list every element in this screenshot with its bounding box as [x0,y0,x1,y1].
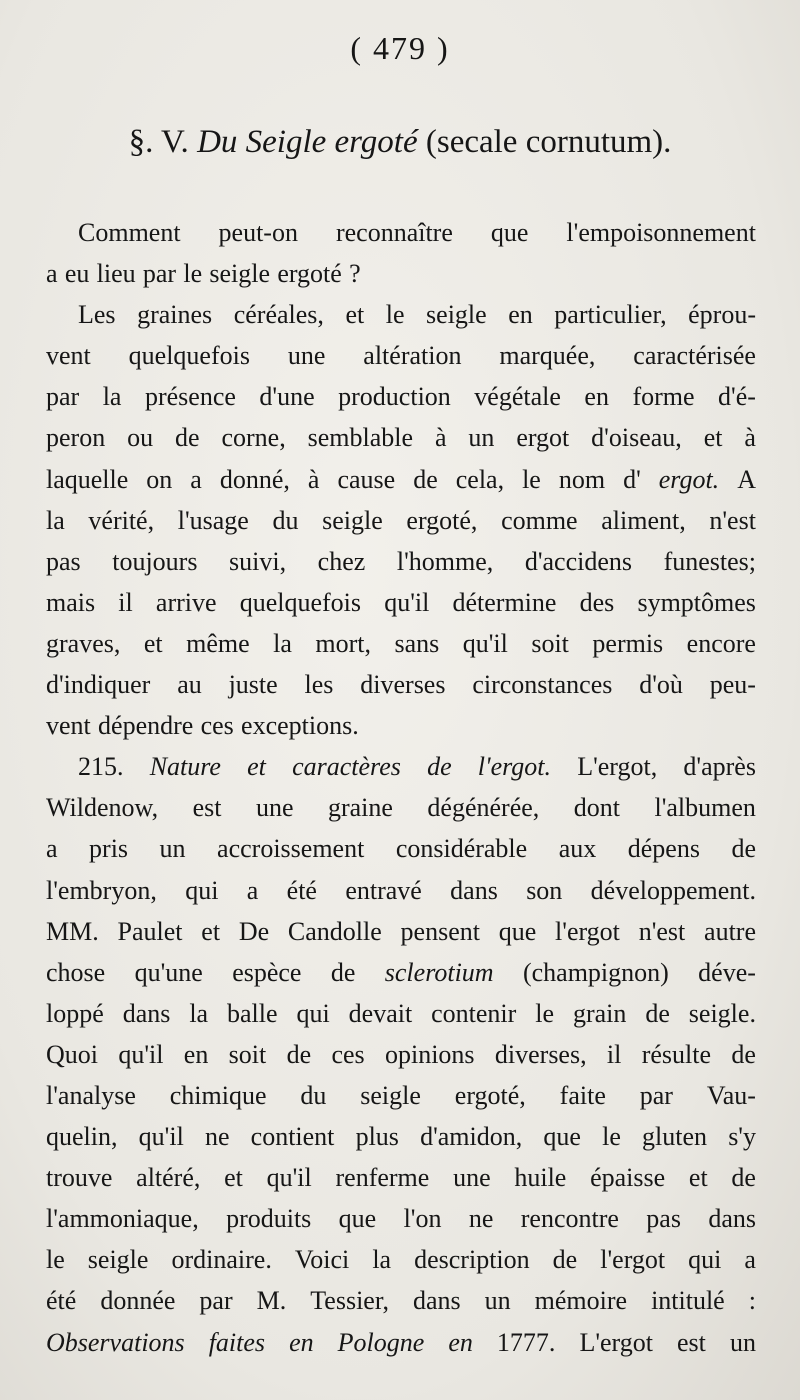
word: ne [204,1122,230,1152]
word: peut-on [218,218,298,247]
word: exceptions. [241,711,359,741]
word: donnée [100,1286,176,1316]
word: ergot [516,423,570,453]
word: a [46,834,58,864]
word: le [46,1245,65,1275]
word: nom [558,464,606,494]
word: vérité, [88,505,155,535]
word: a [190,464,202,494]
word: altéré, [136,1163,201,1193]
word: gluten [642,1122,708,1152]
word: au [177,670,202,700]
word: est [192,793,222,823]
word: chimique [169,1080,267,1110]
text-line [46,294,756,335]
word: vent [46,711,91,741]
word: les [304,670,334,700]
word: épaisse [590,1163,666,1193]
word: des [579,587,615,617]
word: s'y [728,1122,756,1152]
word: le [535,998,555,1028]
word: d' [623,464,641,494]
word: balle [227,998,278,1028]
text-line [46,705,756,746]
section-number: §. V. [128,124,189,160]
text-line [46,1322,756,1363]
word: Les [78,300,116,330]
word: A [737,464,756,494]
text-line [46,1280,756,1321]
word: cela, [455,464,505,494]
text-line [46,417,756,458]
word: grain [572,998,627,1028]
word: une [287,341,326,371]
word: comme [501,505,578,535]
word: il [118,587,133,617]
word: espèce [232,957,302,987]
word: (champignon) [522,957,669,987]
word: arrive [155,587,217,617]
word: quelin, [46,1122,118,1152]
word: on [146,464,173,494]
word: présence [144,382,236,412]
word: dépendre [98,711,194,741]
word: à [307,464,320,494]
word: qu'une [134,957,203,987]
word: pensent [400,916,480,946]
word: et [688,1163,708,1193]
word: rencontre [520,1204,619,1234]
word: ces [200,711,234,741]
word: caractérisée [633,341,756,371]
text-line [46,253,756,294]
word: d'accidens [524,546,633,576]
word: d'une [259,382,315,412]
word: trouve [46,1163,113,1193]
word: de [413,464,438,494]
word: Tessier, [310,1286,389,1316]
word: végétale [474,382,561,412]
word: un [468,423,495,453]
word: De [238,916,270,946]
word: aliment, [601,505,686,535]
word: la [189,998,209,1028]
word: d'où [639,670,683,700]
word: faites [208,1327,266,1357]
word: même [186,628,250,658]
word: corne, [221,423,286,453]
word: ces [331,1039,365,1069]
word: chez [317,546,366,576]
word: contient [250,1122,335,1152]
word: qui [185,875,219,905]
word: dépens [627,834,700,864]
word: dégénérée, [427,793,540,823]
word: du [272,505,299,535]
word: forme [632,382,695,412]
word: Observations [46,1327,185,1357]
word: renferme [335,1163,430,1193]
word: de [731,1039,756,1069]
word: quelquefois [239,587,362,617]
word: une [453,1163,491,1193]
word: sclerotium [384,957,494,987]
word: un [484,1286,511,1316]
word: lieu [96,259,136,289]
word: a [744,1245,756,1275]
word: par [142,259,177,289]
word: considérable [395,834,528,864]
word: par [199,1286,233,1316]
word: par [46,382,80,412]
word: pas [46,546,81,576]
word: faite [559,1080,606,1110]
word: M. [256,1286,287,1316]
word: ergoté, [454,1080,526,1110]
word: dans [708,1204,756,1234]
word: et [345,300,365,330]
word: que [543,1122,581,1152]
word: pris [89,834,129,864]
text-line [46,787,756,828]
word: juste [228,670,278,700]
word: description [414,1245,530,1275]
word: dans [450,875,498,905]
word: entravé [345,875,422,905]
word: particulier, [554,300,667,330]
word: graves, [46,628,121,658]
word: d'oiseau, [591,423,682,453]
word: chose [46,957,106,987]
word: semblable [307,423,414,453]
word: caractères [292,752,401,782]
word: diverses, [494,1039,587,1069]
word: devait [348,998,413,1028]
word: et [201,916,221,946]
word: et [143,628,163,658]
word: Comment [78,218,181,247]
word: que [498,916,537,946]
word: qui [296,998,330,1028]
word: Vau- [706,1080,756,1110]
text-line [46,952,756,993]
word: l'empoisonnement [566,218,756,247]
word: MM. [46,916,99,946]
body-text [46,212,756,1363]
word: détermine [452,587,557,617]
word: en [183,1039,209,1069]
word: diverses [360,670,446,700]
word: est [677,1327,706,1357]
word: et [224,1163,243,1193]
word: l'ammoniaque, [46,1204,199,1234]
word: de [175,423,200,453]
word: n'est [638,916,686,946]
word: ergoté, [406,505,478,535]
text-line [46,1198,756,1239]
word: ordinaire. [171,1245,272,1275]
word: seigle [209,259,271,289]
word: intitulé [651,1286,725,1316]
text-line [46,541,756,582]
text-line [46,993,756,1034]
word: en [508,300,533,330]
word: peron [46,423,106,453]
word: graine [327,793,393,823]
word: son [526,875,563,905]
word: un [729,1327,756,1357]
text-line [46,870,756,911]
text-line [46,1034,756,1075]
word: opinions [384,1039,475,1069]
section-latin-name: (secale cornutum). [425,124,672,160]
word: le [183,259,203,289]
word: altération [363,341,462,371]
word: céréales, [233,300,324,330]
word: 1777. [496,1327,556,1357]
word: par [639,1080,673,1110]
word: été [46,1286,77,1316]
word: reconnaître [335,218,453,247]
word: la [372,1245,392,1275]
text-line [46,376,756,417]
word: circonstances [472,670,613,700]
word: ne [468,1204,494,1234]
word: vent [46,341,91,371]
word: autre [704,916,756,946]
text-line [46,911,756,952]
word: en [448,1327,473,1357]
word: l'ergot. [477,752,551,782]
word: en [584,382,609,412]
word: qu'il [384,587,430,617]
word: permis [592,628,664,658]
text-line [46,1116,756,1157]
word: de [286,1039,312,1069]
word: aux [558,834,597,864]
word: qu'il [462,628,508,658]
word: Candolle [287,916,382,946]
word: que [490,218,529,247]
word: n'est [709,505,756,535]
word: éprou- [688,300,756,330]
word: la [46,505,65,535]
word: de [645,998,670,1028]
word: contenir [431,998,517,1028]
word: qu'il [266,1163,312,1193]
word: un [159,834,186,864]
word: L'ergot [579,1327,653,1357]
word: : [748,1286,756,1316]
word: l'usage [177,505,249,535]
word: ergot. [658,464,720,494]
word: d'indiquer [46,670,151,700]
text-line [46,664,756,705]
word: d'amidon, [420,1122,523,1152]
word: d'é- [718,382,756,412]
text-line [46,1075,756,1116]
word: de [552,1245,578,1275]
text-line [46,335,756,376]
word: ou [127,423,154,453]
word: Wildenow, [46,793,159,823]
word: la [102,382,122,412]
word: produits [226,1204,312,1234]
word: mais [46,587,96,617]
word: eu [64,259,90,289]
text-line [46,1157,756,1198]
word: ? [349,259,361,289]
word: la [273,628,292,658]
word: pas [646,1204,681,1234]
text-line [46,623,756,664]
word: donné, [219,464,290,494]
word: encore [686,628,756,658]
word: seigle [322,505,383,535]
word: du [300,1080,327,1110]
word: résulte [641,1039,712,1069]
text-line [46,500,756,541]
word: funestes; [663,546,756,576]
text-line [46,582,756,623]
word: sans [394,628,440,658]
text-line [46,746,756,787]
word: de [330,957,356,987]
word: l'ergot [600,1245,666,1275]
word: 215. [78,752,124,782]
word: une [255,793,294,823]
word: à [434,423,447,453]
word: de [731,1163,756,1193]
word: le [602,1122,621,1152]
word: qui [688,1245,722,1275]
word: développement. [590,875,756,905]
word: l'analyse [46,1080,136,1110]
word: en [289,1327,314,1357]
word: été [286,875,317,905]
word: laquelle [46,464,129,494]
word: l'albumen [654,793,756,823]
word: dans [122,998,171,1028]
word: l'ergot [555,916,620,946]
word: il [606,1039,622,1069]
word: déve- [698,957,756,987]
word: mémoire [534,1286,628,1316]
word: Nature [149,752,221,782]
word: accroissement [217,834,365,864]
text-line [46,459,756,500]
word: seigle [426,300,487,330]
word: toujours [112,546,198,576]
word: l'embryon, [46,875,157,905]
word: à [744,423,756,453]
word: d'après [683,752,756,782]
word: a [246,875,259,905]
word: graines [137,300,213,330]
word: dans [412,1286,461,1316]
word: soit [228,1039,267,1069]
word: marquée, [499,341,596,371]
word: loppé [46,998,104,1028]
word: ergoté [277,259,342,289]
word: qu'il [118,1039,164,1069]
word: l'homme, [396,546,494,576]
text-line [46,828,756,869]
word: a [46,259,58,289]
word: plus [355,1122,399,1152]
word: symptômes [637,587,756,617]
section-title: Du Seigle ergoté [197,124,418,160]
word: suivi, [229,546,287,576]
page-number: ( 479 ) [350,30,450,66]
word: cause [337,464,396,494]
word: Voici [294,1245,350,1275]
word: huile [514,1163,567,1193]
word: de [427,752,452,782]
word: dont [573,793,620,823]
word: peu- [709,670,756,700]
word: seigle [87,1245,149,1275]
text-line [46,212,756,253]
word: soit [531,628,569,658]
word: qu'il [138,1122,184,1152]
word: que [338,1204,377,1234]
word: l'on [403,1204,442,1234]
word: Paulet [117,916,183,946]
word: mort, [315,628,371,658]
word: L'ergot, [577,752,658,782]
word: Quoi [46,1039,98,1069]
word: le [522,464,541,494]
text-line [46,1239,756,1280]
word: seigle. [688,998,756,1028]
word: et [703,423,723,453]
word: le [385,300,405,330]
section-heading [0,124,800,161]
word: de [731,834,756,864]
word: et [247,752,266,782]
word: production [338,382,451,412]
word: seigle [360,1080,421,1110]
word: Pologne [337,1327,425,1357]
word: quelquefois [128,341,250,371]
